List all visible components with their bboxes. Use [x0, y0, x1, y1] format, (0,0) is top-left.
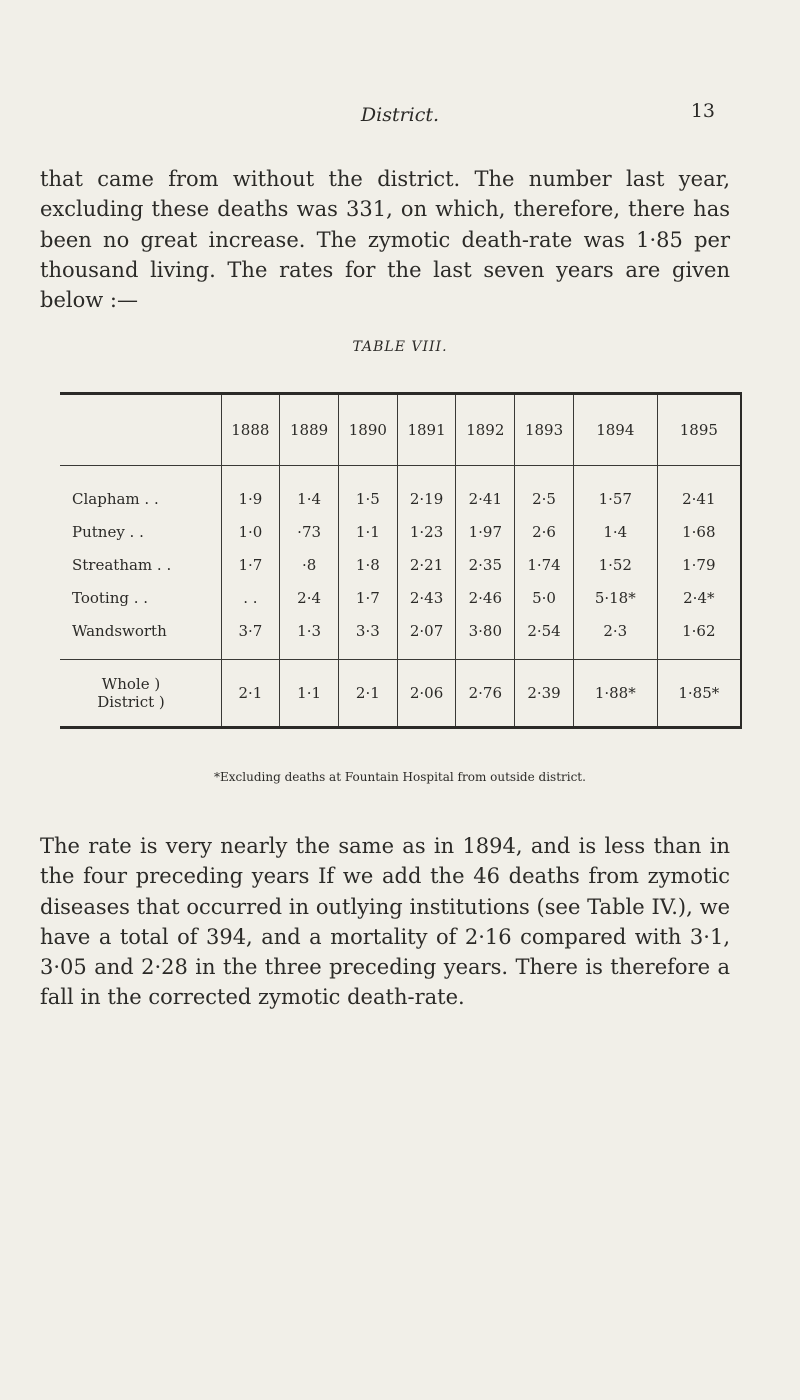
header-blank [60, 394, 221, 466]
column-header: 1888 [221, 394, 280, 466]
table-cell: 3·80 [456, 614, 515, 660]
row-label: Clapham . . [72, 489, 159, 508]
total-cell: 2·76 [456, 660, 515, 728]
table-row [60, 614, 741, 660]
total-label-line-2: District [97, 693, 155, 711]
table-cell: 2·4 [280, 581, 339, 614]
page-number: 13 [690, 100, 715, 122]
table-title: TABLE VIII. [352, 339, 448, 355]
table-cell: 1·8 [338, 548, 397, 581]
table-cell: 1·1 [338, 515, 397, 548]
table-cell: 2·4* [657, 581, 741, 614]
total-cell: 1·1 [280, 660, 339, 728]
table-cell: 2·21 [397, 548, 456, 581]
column-header: 1895 [657, 394, 741, 466]
table-cell: 1·74 [515, 548, 574, 581]
table-cell: 1·0 [221, 515, 280, 548]
table-cell: 3·7 [221, 614, 280, 660]
table-cell: 1·7 [338, 581, 397, 614]
table-cell: 1·4 [280, 466, 339, 516]
table-container [60, 392, 742, 729]
table-cell: 2·54 [515, 614, 574, 660]
table-cell: 1·97 [456, 515, 515, 548]
table-cell: 3·3 [338, 614, 397, 660]
table-cell: 1·68 [657, 515, 741, 548]
table-cell: 1·52 [573, 548, 657, 581]
table-row [60, 466, 741, 516]
total-label: Whole ) District ) [97, 675, 165, 711]
row-label: Streatham . . [72, 555, 172, 574]
row-label: Wandsworth [72, 621, 167, 640]
table-cell: 2·41 [456, 466, 515, 516]
table-cell: 1·4 [573, 515, 657, 548]
column-header: 1892 [456, 394, 515, 466]
table-cell: 2·19 [397, 466, 456, 516]
table-cell: 1·79 [657, 548, 741, 581]
table-row [60, 581, 741, 614]
table-cell: 1·3 [280, 614, 339, 660]
column-header: 1889 [280, 394, 339, 466]
total-cell: 1·85* [657, 660, 741, 728]
table-cell: 1·7 [221, 548, 280, 581]
total-cell: 2·1 [221, 660, 280, 728]
table-cell: . . [221, 581, 280, 614]
table-cell: ·73 [280, 515, 339, 548]
table-footnote: *Excluding deaths at Fountain Hospital from outside district. [214, 770, 586, 784]
table-cell: 1·62 [657, 614, 741, 660]
table-cell: 2·6 [515, 515, 574, 548]
table-cell: 2·5 [515, 466, 574, 516]
column-header: 1890 [338, 394, 397, 466]
table-cell: ·8 [280, 548, 339, 581]
column-header: 1894 [573, 394, 657, 466]
table-header-row [60, 394, 741, 466]
paragraph-intro: that came from without the district. The number last year, excluding these deaths was 331, on which, therefore, there has been no great increase. The zymotic death-rate was 1·85 per thousand living. The rates for the last seven years are given below :— [40, 167, 730, 313]
running-title: District. [360, 104, 440, 126]
table-cell: 2·41 [657, 466, 741, 516]
table-cell: 2·35 [456, 548, 515, 581]
table-cell: 1·23 [397, 515, 456, 548]
table-cell: 1·57 [573, 466, 657, 516]
table-cell: 2·07 [397, 614, 456, 660]
table-row [60, 548, 741, 581]
table-cell: 1·5 [338, 466, 397, 516]
column-header: 1893 [515, 394, 574, 466]
column-header: 1891 [397, 394, 456, 466]
death-rate-table [60, 392, 742, 729]
paragraph-conclusion: The rate is very nearly the same as in 1894, and is less than in the four preceding years If we add the 46 deaths from zymotic diseases that occurred in outlying institutions (see Table IV.), we have a total of 394, and a mortality of 2·16 compared with 3·1, 3·05 and 2·28 in the three preceding years. There is therefore a fall in the corrected zymotic death-rate. [40, 834, 730, 1010]
table-cell: 5·0 [515, 581, 574, 614]
total-row [60, 660, 741, 728]
table-cell: 2·43 [397, 581, 456, 614]
total-cell: 2·06 [397, 660, 456, 728]
table-cell: 2·3 [573, 614, 657, 660]
table-cell: 5·18* [573, 581, 657, 614]
total-cell: 1·88* [573, 660, 657, 728]
table-cell: 2·46 [456, 581, 515, 614]
total-cell: 2·39 [515, 660, 574, 728]
table-cell: 1·9 [221, 466, 280, 516]
table-row [60, 515, 741, 548]
row-label: Putney . . [72, 522, 144, 541]
total-label-cell [60, 660, 221, 728]
row-label: Tooting . . [72, 588, 149, 607]
total-label-line-1: Whole [101, 675, 150, 693]
total-cell: 2·1 [338, 660, 397, 728]
